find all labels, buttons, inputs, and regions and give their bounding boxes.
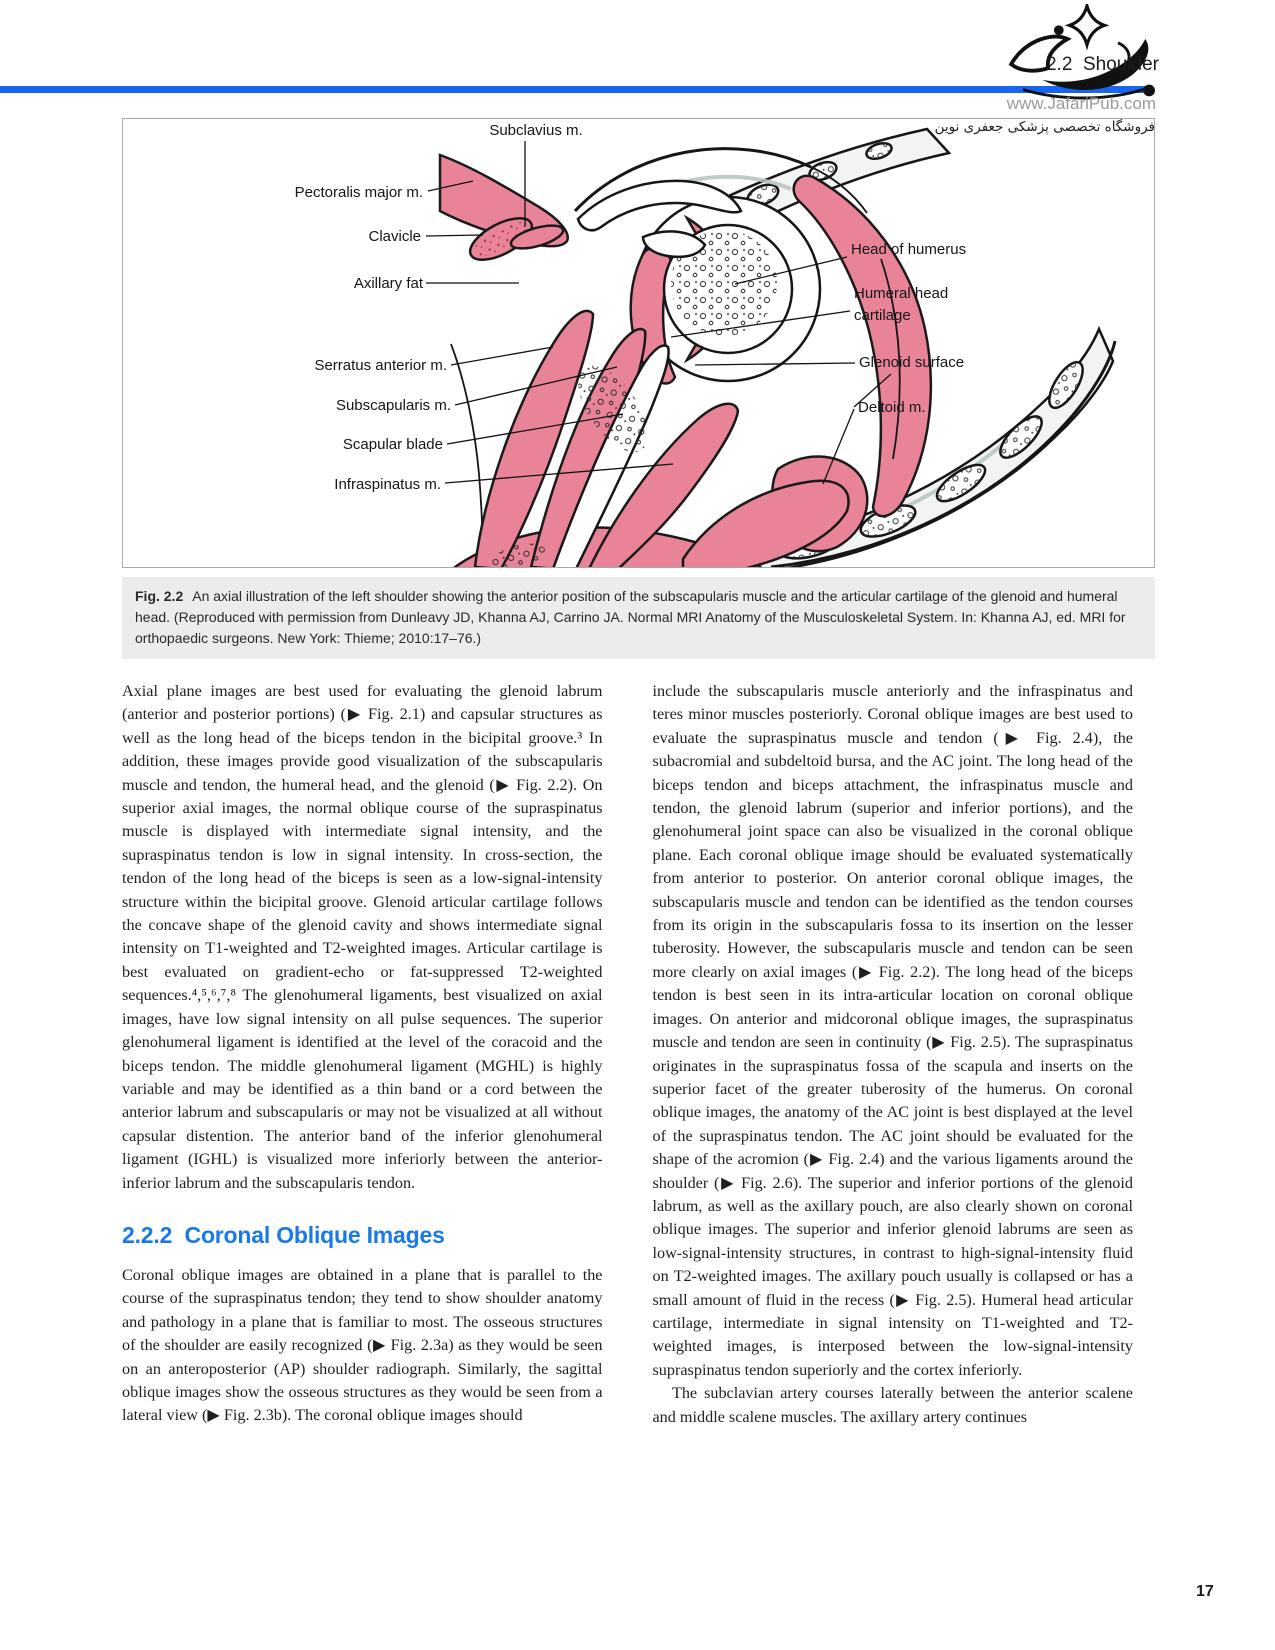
label-head-of-humerus: Head of humerus bbox=[851, 241, 967, 258]
paragraph-subclavian-artery: The subclavian artery courses laterally between the anterior scalene and middle scalene muscles. The axillary artery continues bbox=[652, 1384, 1133, 1426]
running-head: 2.2 Shoulder bbox=[1045, 54, 1159, 75]
label-humeral-head-cartilage-line1: Humeral head bbox=[854, 285, 949, 302]
label-glenoid-surface: Glenoid surface bbox=[859, 354, 965, 371]
publisher-website: www.JafariPub.com bbox=[1006, 94, 1156, 113]
figure-caption-text: An axial illustration of the left shoulder showing the anterior position of the subscapularis muscle and the articular cartilage of the glenoid and humeral head. (Reproduced with permission from Dunleavy JD, Khanna AJ, Carrino JA. Normal MRI Anatomy of the Musculoskeletal System. In: Khanna AJ, ed. MRI for orthopaedic surgeons. New York: Thieme; 2010:17–76.) bbox=[135, 588, 1126, 646]
header-rule bbox=[0, 86, 1152, 93]
paragraph-coronal-oblique: Coronal oblique images are obtained in a plane that is parallel to the course of the supraspinatus tendon; they tend to show shoulder anatomy and pathology in a plane that is familiar to most. The osseous structures of the shoulder are easily recognized (▶ Fig. 2.3a) as they would be seen on an anteroposterior (AP) shoulder radiograph. Similarly, the sagittal oblique images show the osseous structures as they would be seen from a lateral view (▶ Fig. 2.3b). The coronal oblique images should bbox=[122, 1265, 603, 1425]
label-subclavius: Subclavius m. bbox=[489, 122, 583, 139]
label-serratus: Serratus anterior m. bbox=[314, 357, 447, 374]
figure-2-2 bbox=[122, 118, 1155, 568]
paragraph-coronal-oblique-continued: include the subscapularis muscle anteriorly and the infraspinatus and teres minor muscles posteriorly. Coronal oblique images are best used to evaluate the supraspinatus muscle and tendon (▶ Fig. 2.4), the subacromial and subdeltoid bursa, and the AC joint. The long head of the biceps tendon and biceps attachment, the infraspinatus muscle and tendon, the glenoid labrum (superior and inferior portions), and the glenohumeral joint space can also be visualized in the coronal oblique plane. Each coronal oblique image should be evaluated systematically from anterior to posterior. On anterior coronal oblique images, the subscapularis muscle and tendon can be identified as the tendon courses from its origin in the subscapularis fossa to its insertion on the lesser tuberosity. However, the subscapularis muscle and tendon can be seen more clearly on axial images (▶ Fig. 2.2). The long head of the biceps tendon is best seen in its intra-articular location on coronal oblique images. On anterior and midcoronal oblique images, the supraspinatus muscle and tendon are seen in continuity (▶ Fig. 2.5). The supraspinatus originates in the supraspinatus fossa of the scapula and inserts on the superior facet of the greater tuberosity of the humerus. On coronal oblique images, the anatomy of the AC joint is best displayed at the level of the supraspinatus tendon. The AC joint should be evaluated for the shape of the acromion (▶ Fig. 2.4) and the various ligaments around the shoulder (▶ Fig. 2.6). The superior and inferior portions of the glenoid labrum, as well as the axillary pouch, are also clearly shown on coronal oblique images. The superior and inferior glenoid labrums are seen as low-signal-intensity structures, in contrast to high-signal-intensity fluid on T2-weighted images. The axillary pouch usually is collapsed or has a small amount of fluid in the recess (▶ Fig. 2.5). Humeral head articular cartilage, intermediate in signal intensity on T1-weighted and T2-weighted images, is interposed between the low-signal-intensity supraspinatus tendon superiorly and the cortex inferiorly. bbox=[652, 682, 1133, 1379]
label-humeral-head-cartilage-line2: cartilage bbox=[854, 307, 911, 324]
label-scapular-blade: Scapular blade bbox=[342, 436, 443, 453]
label-pectoralis: Pectoralis major m. bbox=[294, 184, 423, 201]
section-heading-coronal-oblique: 2.2.2 Coronal Oblique Images bbox=[122, 1221, 445, 1248]
right-column bbox=[653, 680, 1134, 1429]
label-deltoid: Deltoid m. bbox=[858, 399, 926, 416]
article-body bbox=[122, 680, 1133, 1429]
label-infraspinatus: Infraspinatus m. bbox=[334, 476, 441, 493]
left-column bbox=[122, 680, 603, 1429]
figure-caption bbox=[122, 577, 1155, 659]
label-axillary-fat: Axillary fat bbox=[353, 275, 423, 292]
store-name-farsi: فروشگاه تخصصی پزشکی جعفری نوین bbox=[934, 119, 1155, 135]
label-clavicle: Clavicle bbox=[368, 228, 421, 245]
leader-clavicle bbox=[426, 235, 483, 236]
leader-serratus bbox=[451, 347, 553, 365]
chest-wall-line bbox=[451, 344, 483, 567]
label-subscapularis: Subscapularis m. bbox=[335, 397, 451, 414]
figure-caption-label: Fig. 2.2 bbox=[135, 588, 184, 604]
paragraph-axial-plane: Axial plane images are best used for evaluating the glenoid labrum (anterior and posterior portions) (▶ Fig. 2.1) and capsular structures as well as the long head of the biceps tendon in the bicipital groove.³ In addition, these images provide good visualization of the subscapularis muscle and tendon, the humeral head, and the glenoid (▶ Fig. 2.2). On superior axial images, the normal oblique course of the supraspinatus muscle is displayed with intermediate signal intensity, and the supraspinatus tendon is low in signal intensity. In cross-section, the tendon of the long head of the biceps is seen as a low-signal-intensity structure within the bicipital groove. Glenoid articular cartilage follows the concave shape of the glenoid cavity and shows intermediate signal intensity on T1-weighted and T2-weighted images. Articular cartilage is best evaluated on gradient-echo or fat-suppressed T2-weighted sequences.⁴,⁵,⁶,⁷,⁸ The glenohumeral ligaments, best visualized on axial images, have low signal intensity on all pulse sequences. The superior glenohumeral ligament is identified at the level of the coracoid and the biceps tendon. The middle glenohumeral ligament (MGHL) is highly variable and may be identified as a thin band or a cord between the anterior labrum and subscapularis or may not be visualized at all without capsular distention. The anterior band of the inferior glenohumeral ligament (IGHL) is visualized more inferiorly between the anterior-inferior labrum and the subscapularis tendon. bbox=[122, 682, 603, 1192]
logo-dot-left bbox=[1054, 25, 1064, 35]
logo-star-icon bbox=[1069, 6, 1104, 45]
shoulder-axial-illustration bbox=[123, 119, 1154, 567]
page-number: 17 bbox=[1196, 1583, 1214, 1600]
